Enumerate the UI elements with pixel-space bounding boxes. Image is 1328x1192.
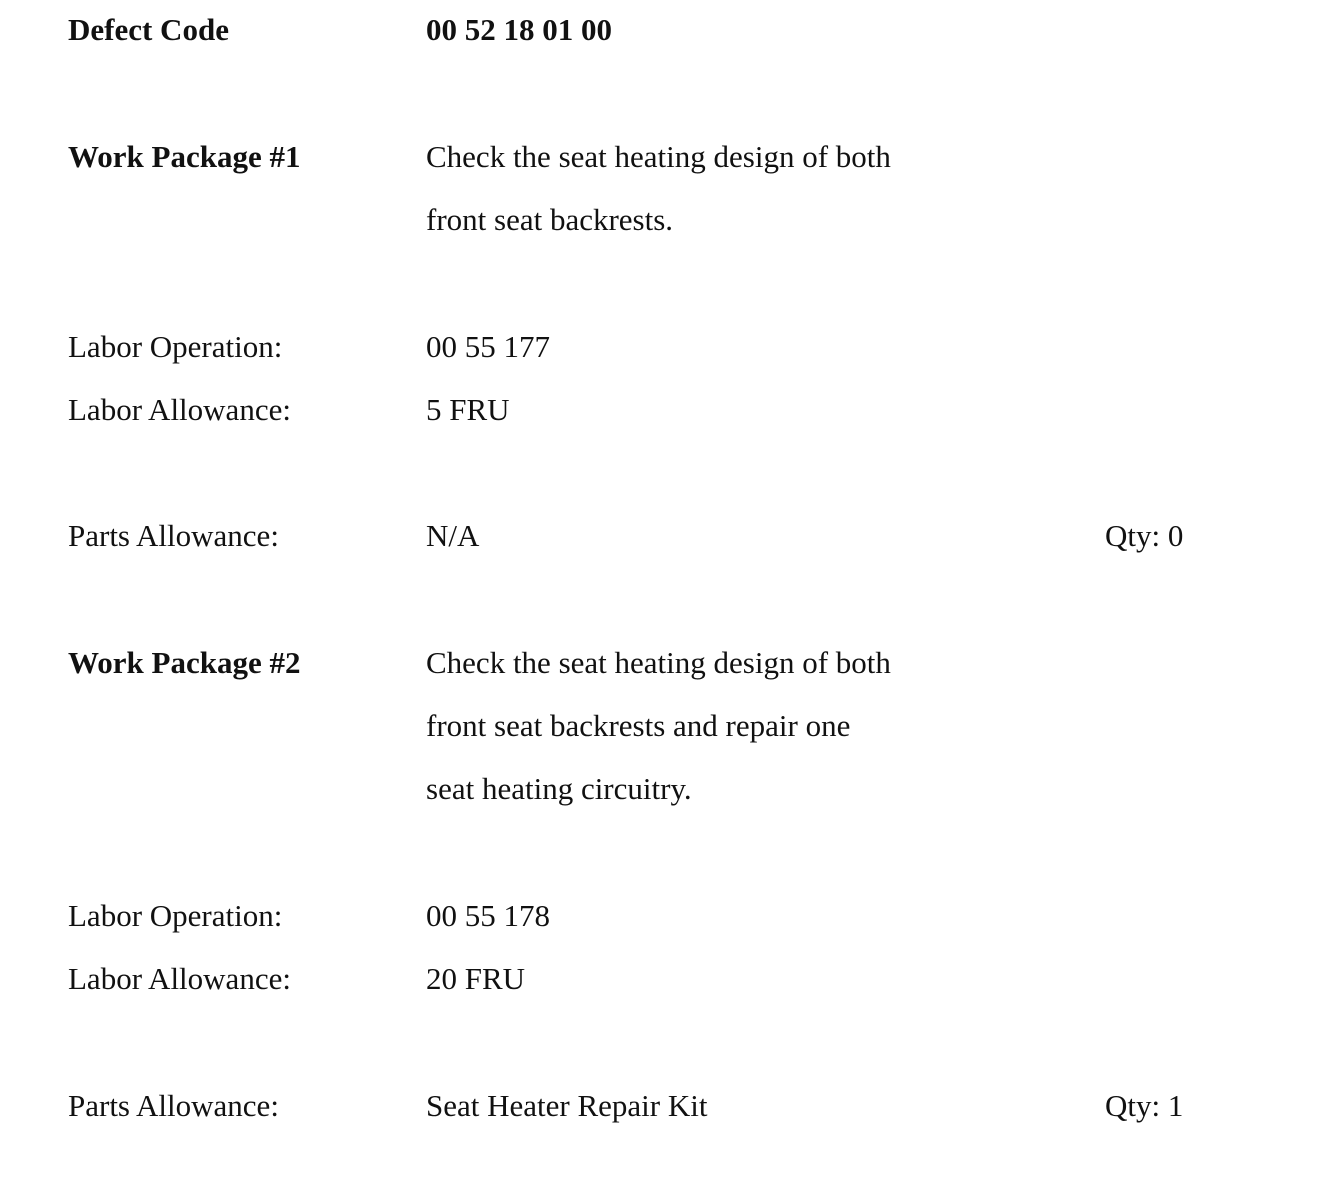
work-package-1-description-line-1: Check the seat heating design of both bbox=[426, 139, 891, 174]
work-package-2-description-line-3: seat heating circuitry. bbox=[426, 771, 692, 806]
work-package-2-title: Work Package #2 bbox=[68, 645, 301, 680]
work-package-2-labor-operation-value: 00 55 178 bbox=[426, 898, 550, 933]
work-package-1-title: Work Package #1 bbox=[68, 139, 301, 174]
work-package-2-labor-allowance-value: 20 FRU bbox=[426, 961, 526, 996]
work-package-1-labor-allowance-value: 5 FRU bbox=[426, 392, 510, 427]
defect-code-label: Defect Code bbox=[68, 12, 229, 47]
work-package-2-parts-allowance-value: Seat Heater Repair Kit bbox=[426, 1088, 708, 1123]
work-package-2-qty: Qty: 1 bbox=[1105, 1088, 1184, 1123]
work-package-1-labor-operation-value: 00 55 177 bbox=[426, 329, 550, 364]
work-package-1-parts-allowance-label: Parts Allowance: bbox=[68, 518, 279, 553]
work-package-2-labor-allowance-label: Labor Allowance: bbox=[68, 961, 291, 996]
work-package-1-labor-allowance-label: Labor Allowance: bbox=[68, 392, 291, 427]
work-package-1-description-line-2: front seat backrests. bbox=[426, 202, 674, 237]
work-package-2-labor-operation-label: Labor Operation: bbox=[68, 898, 283, 933]
work-package-2-description-line-2: front seat backrests and repair one bbox=[426, 708, 851, 743]
work-package-2-description-line-1: Check the seat heating design of both bbox=[426, 645, 891, 680]
work-package-1-labor-operation-label: Labor Operation: bbox=[68, 329, 283, 364]
work-package-1-parts-allowance-value: N/A bbox=[426, 518, 480, 553]
work-package-1-qty: Qty: 0 bbox=[1105, 518, 1184, 553]
defect-code-value: 00 52 18 01 00 bbox=[426, 12, 612, 47]
work-package-2-parts-allowance-label: Parts Allowance: bbox=[68, 1088, 279, 1123]
